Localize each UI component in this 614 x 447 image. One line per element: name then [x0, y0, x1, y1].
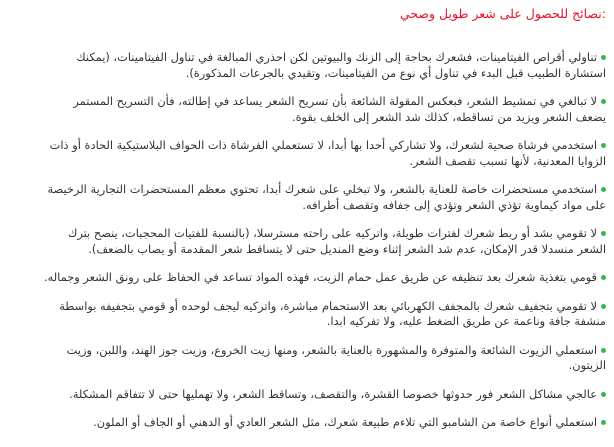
bullet-icon — [601, 420, 606, 425]
page-title: :نصائح للحصول على شعر طويل وصحي — [399, 6, 606, 21]
list-item — [40, 387, 606, 403]
list-item — [40, 50, 606, 81]
tip-text: عالجي مشاكل الشعر فور حدوثها خصوصا القشرة، والتقصف، وتساقط الشعر، ولا تهمليها حتى لا تتفاقم المشكلة. — [69, 386, 597, 401]
tip-text: استعملي أنواع خاصة من الشامبو التي تلاءم طبيعة شعرك، مثل الشعر العادي أو الدهني أو الجاف أو الملون. — [93, 415, 597, 429]
tip-text: استخدمي فرشاة صحية لشعرك، ولا تشاركي أحدا بها أبدا، لا تستعملي الفرشاة ذات الحواف البلاستيكية الحادة أو ذات الزوايا المعدنية، لأنها تسبب تقصف الشعر. — [49, 138, 606, 168]
tip-text: قومي بتغذية شعرك بعد تنظيفه عن طريق عمل حمام الزيت، فهذه المواد تساعد في الحفاظ على رونق الشعر وجماله. — [43, 270, 597, 284]
tips-list — [40, 50, 606, 431]
bullet-icon — [601, 275, 606, 280]
bullet-icon — [601, 231, 606, 236]
bullet-icon — [601, 304, 606, 309]
bullet-icon — [601, 392, 606, 397]
tip-text: لا تبالغي في تمشيط الشعر، فبعكس المقولة الشائعة بأن تسريح الشعر يساعد في إطالته، فأن التسريح المستمر يضعف الشعر ويزيد من تساقطه، كذلك شد الشعر إلى الخلف بقوة. — [73, 94, 606, 124]
list-item — [40, 343, 606, 374]
tip-text: استعملي الزيوت الشائعة والمتوفرة والمشهورة بالعناية بالشعر، ومنها زيت الخروع، وزيت جوز الهند، واللبن، وزيت الزيتون. — [66, 342, 606, 372]
list-item — [40, 182, 606, 213]
list-item — [40, 299, 606, 330]
bullet-icon — [601, 187, 606, 192]
list-item — [40, 270, 606, 286]
list-item — [40, 226, 606, 257]
tip-text: لا تقومي بتجفيف شعرك بالمجفف الكهربائي بعد الاستحمام مباشرة، واتركيه ليجف لوحده أو قومي بتجفيفه بواسطة منشفة جافة وناعمة عن طريق الضغط عليه، ولا تفركيه ابدا. — [59, 298, 606, 328]
bullet-icon — [601, 143, 606, 148]
tip-text: تناولي أقراص الفيتامينات، فشعرك بحاجة إلى الزنك والبيوتين لكن احذري المبالغة في تناول الفيتامينات، (يمكنك استشارة الطبيب قبل البدء في تناول أي نوع من الفيتامينات، وتقيدي بالجرعات المذكورة). — [76, 50, 606, 80]
list-item — [40, 415, 606, 431]
tip-text: لا تقومي بشد أو ربط شعرك لفترات طويلة، واتركيه على راحته مسترسلا، (بالنسبة للفتيات المحجبات، ينصح بترك الشعر منسدلا قدر الإمكان، عدم شد الشعر إثناء وضع المنديل حتى لا يتساقط شعر المقدمة أو يصاب بالضعف). — [67, 226, 606, 256]
tip-text: استخدمي مستحضرات خاصة للعناية بالشعر، ولا تبخلي على شعرك أبدا، تحتوي معظم المستحضرات التجارية الرخيصة على مواد كيماوية تؤذي الشعر وتؤدي إلى جفافه وتقصف أطرافه. — [47, 182, 606, 212]
list-item — [40, 138, 606, 169]
list-item — [40, 94, 606, 125]
bullet-icon — [601, 99, 606, 104]
bullet-icon — [601, 55, 606, 60]
bullet-icon — [601, 348, 606, 353]
